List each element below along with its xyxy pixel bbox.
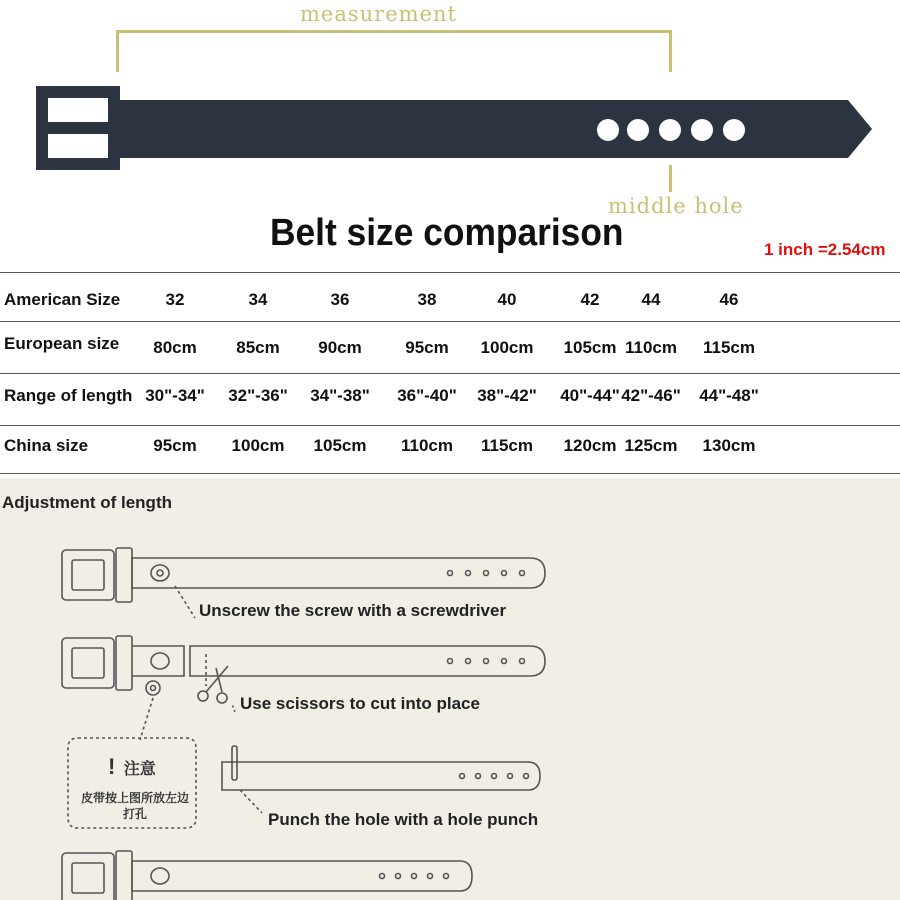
adjust-belt-3 — [222, 746, 540, 813]
note-heading — [108, 754, 156, 780]
inch-conversion-note: 1 inch =2.54cm — [764, 240, 886, 259]
middle-hole-pointer — [669, 165, 672, 192]
belt-buckle-slot-top — [48, 98, 108, 122]
table-cell: 115cm — [703, 338, 755, 357]
table-cell: 32"-36" — [228, 386, 288, 405]
row-label: China size — [4, 436, 89, 455]
table-cell: 85cm — [236, 338, 280, 357]
table-cell: 95cm — [405, 338, 449, 357]
belt-strap — [118, 100, 872, 158]
chart-title: Belt size comparison — [270, 212, 624, 254]
belt-hole — [627, 119, 649, 141]
table-cell: 95cm — [153, 436, 197, 455]
table-cell: 44 — [641, 290, 661, 309]
table-cell: 110cm — [625, 338, 677, 357]
belt-buckle-slot-bottom — [48, 134, 108, 158]
table-cell: 100cm — [480, 338, 534, 357]
step-punch: Punch the hole with a hole punch — [268, 810, 539, 829]
note-heading-text: 注意 — [123, 761, 156, 778]
table-cell: 34"-38" — [310, 386, 370, 405]
measurement-label: measurement — [300, 2, 457, 26]
table-cell: 38"-42" — [477, 386, 537, 405]
table-cell: 34 — [248, 290, 268, 309]
table-cell: 40"-44" — [560, 386, 620, 405]
adjust-belt-2 — [62, 636, 545, 740]
belt-hole — [597, 119, 619, 141]
table-cell: 80cm — [153, 338, 197, 357]
table-rule — [0, 272, 900, 273]
table-cell: 105cm — [563, 338, 617, 357]
table-rule — [0, 425, 900, 426]
middle-hole-label: middle hole — [608, 194, 744, 218]
adjust-belt-4 — [62, 851, 472, 900]
table-cell: 42 — [580, 290, 600, 309]
table-cell: 32 — [165, 290, 185, 309]
table-cell: 120cm — [563, 436, 617, 455]
row-label: European size — [4, 334, 120, 353]
table-cell: 42"-46" — [621, 386, 681, 405]
table-cell: 105cm — [313, 436, 367, 455]
step-unscrew: Unscrew the screw with a screwdriver — [199, 601, 507, 620]
belt-hole — [659, 119, 681, 141]
adjustment-title: Adjustment of length — [2, 493, 172, 512]
table-cell: 38 — [417, 290, 437, 309]
table-rule — [0, 373, 900, 374]
table-cell: 100cm — [231, 436, 285, 455]
table-cell: 30"-34" — [145, 386, 205, 405]
adjustment-illustration — [0, 478, 900, 900]
belt-hole — [691, 119, 713, 141]
table-cell: 46 — [719, 290, 739, 309]
row-label: Range of length — [4, 386, 133, 405]
table-cell: 90cm — [318, 338, 362, 357]
row-label: American Size — [4, 290, 121, 309]
table-rule — [0, 321, 900, 322]
table-rule — [0, 473, 900, 474]
table-cell: 44"-48" — [699, 386, 759, 405]
table-cell: 110cm — [401, 436, 453, 455]
belt-hole — [723, 119, 745, 141]
belt-diagram — [0, 0, 900, 200]
warning-mark: ! — [108, 754, 116, 779]
table-cell: 40 — [497, 290, 517, 309]
step-cut: Use scissors to cut into place — [240, 694, 480, 713]
table-cell: 130cm — [702, 436, 756, 455]
note-body: 皮带按上图所放左边打孔 — [80, 791, 189, 821]
table-cell: 36 — [330, 290, 350, 309]
table-cell: 125cm — [624, 436, 678, 455]
table-cell: 36"-40" — [397, 386, 457, 405]
table-cell: 115cm — [481, 436, 533, 455]
